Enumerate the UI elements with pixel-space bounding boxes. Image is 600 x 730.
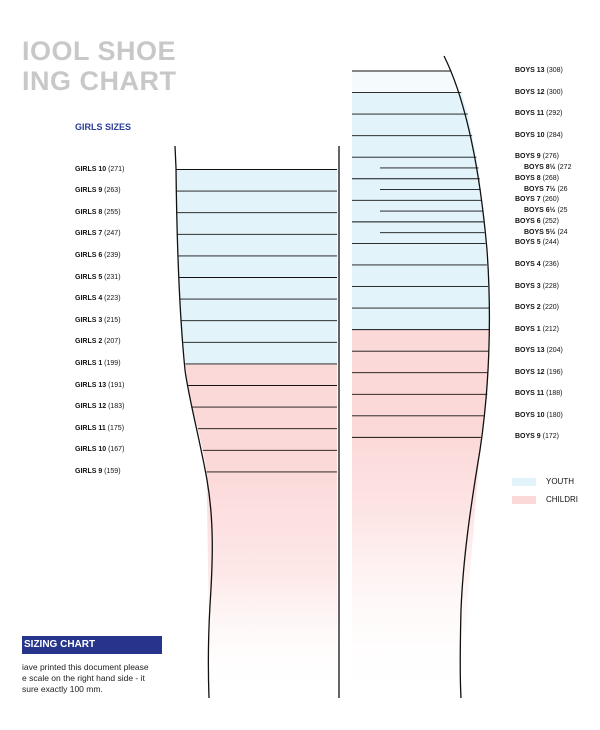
size-name: GIRLS 9 [75,467,103,475]
size-name: GIRLS 3 [75,316,103,324]
girls-size-band [203,450,337,472]
boys-size-band [352,243,487,265]
size-name: BOYS 11 [515,390,545,398]
size-name: GIRLS 5 [75,273,103,281]
boys-size-band [352,136,476,158]
girls-size-label [75,467,121,476]
girls-size-band [176,170,337,192]
girls-size-band [178,256,337,278]
size-name: BOYS 13 [515,67,545,74]
boys-half-size-label [524,206,568,215]
boys-half-size-label [524,185,568,194]
size-name: BOYS 3 [515,282,541,290]
boys-size-band [352,93,468,115]
size-name: GIRLS 1 [75,359,103,367]
size-mm: (223) [102,295,121,303]
size-name: BOYS 9 [515,153,541,161]
girls-size-band [188,386,337,408]
size-name: BOYS 1 [515,325,541,333]
boys-size-label [515,174,559,183]
boys-size-band [352,351,489,373]
size-name: BOYS 2 [515,304,541,312]
boys-half-size-label [524,228,568,237]
girls-size-label [75,273,121,282]
sizing-chart-bar: SIZING CHART [22,636,162,654]
boys-size-label [515,432,559,441]
boys-size-label [515,325,559,334]
boys-size-band [352,330,490,352]
size-name: GIRLS 10 [75,165,107,173]
size-name: BOYS 10 [515,411,545,419]
size-name: BOYS 12 [515,368,545,376]
size-name: BOYS 11 [515,110,545,118]
boys-size-label [515,88,563,97]
girls-size-band [183,342,337,364]
size-mm: (236) [540,260,559,268]
size-mm: (26 [555,185,568,193]
size-mm: (272 [555,163,572,171]
girls-size-label [75,294,121,303]
girls-children-fade [207,472,337,698]
size-mm: (204) [544,347,563,355]
boys-size-band [352,114,472,136]
girls-size-label [75,424,124,433]
size-name: BOYS 12 [515,88,545,96]
size-name: BOYS 6½ [524,207,556,215]
boys-size-label [515,282,559,291]
print-note-line-3: sure exactly 100 mm. [22,684,103,694]
size-name: BOYS 7½ [524,185,556,193]
boys-half-size-label [524,163,571,172]
size-band-fills [176,71,489,698]
boys-size-label [515,217,559,226]
size-name: GIRLS 9 [75,187,103,195]
boys-size-band [352,394,487,416]
size-name: GIRLS 10 [75,446,107,454]
size-name: BOYS 6 [515,217,541,225]
size-mm: (260) [540,196,559,204]
size-name: GIRLS 8 [75,208,103,216]
girls-size-band [181,321,337,343]
size-mm: (247) [102,230,121,238]
boys-size-label [515,238,559,247]
size-mm: (228) [540,282,559,290]
boys-size-band [352,308,490,330]
size-mm: (24 [555,228,568,236]
size-name: GIRLS 11 [75,424,106,432]
size-mm: (252) [540,217,559,225]
size-mm: (172) [540,433,559,441]
size-mm: (220) [540,304,559,312]
girls-size-label [75,316,121,325]
size-mm: (244) [540,239,559,247]
size-mm: (271) [106,165,125,173]
size-mm: (191) [106,381,125,389]
boys-size-label [515,389,562,398]
boys-children-fade [352,437,481,698]
girls-size-label [75,359,121,368]
boys-size-label [515,109,562,118]
size-mm: (175) [105,424,125,432]
boys-size-label [515,346,563,355]
size-mm: (276) [540,153,559,161]
boys-size-band [352,373,488,395]
size-mm: (180) [544,411,563,419]
size-mm: (268) [540,174,559,182]
size-mm: (159) [102,467,121,475]
size-mm: (207) [102,338,121,346]
legend-children-swatch [512,496,536,504]
boys-size-label [515,66,563,75]
legend-youth-swatch [512,478,536,486]
size-mm: (183) [106,403,125,411]
boys-size-band [352,265,488,287]
print-note-line-1: iave printed this document please [22,662,149,672]
girls-size-label [75,381,124,390]
size-mm: (239) [102,251,121,259]
size-name: GIRLS 12 [75,403,107,411]
boys-size-band [352,71,461,93]
size-name: BOYS 4 [515,260,541,268]
size-mm: (167) [106,446,125,454]
boys-size-band [352,416,484,438]
girls-size-band [179,278,337,300]
girls-size-band [185,364,337,386]
boys-size-label [515,368,563,377]
size-mm: (308) [544,67,563,74]
size-mm: (215) [102,316,121,324]
girls-size-label [75,251,121,260]
size-mm: (263) [102,187,121,195]
girls-size-label [75,208,121,217]
girls-size-label [75,402,124,411]
girls-size-band [177,213,337,235]
page-title-line-2: ING CHART [22,66,177,96]
legend-youth-label: YOUTH [546,477,574,486]
girls-size-label [75,229,121,238]
size-mm: (25 [555,207,568,215]
size-mm: (300) [544,88,563,96]
size-mm: (284) [544,131,563,139]
boys-size-label [515,411,563,420]
size-mm: (255) [102,208,121,216]
girls-sizes-heading: GIRLS SIZES [75,122,132,132]
size-name: BOYS 13 [515,347,545,355]
size-name: BOYS 5½ [524,228,556,236]
size-name: BOYS 9 [515,433,541,441]
girls-size-band [198,429,337,451]
size-name: BOYS 8 [515,174,541,182]
girls-size-label [75,165,124,174]
size-mm: (292) [544,110,563,118]
boys-size-label [515,303,559,312]
size-mm: (196) [544,368,563,376]
size-name: BOYS 8½ [524,163,556,171]
size-mm: (188) [544,390,563,398]
size-name: GIRLS 2 [75,338,103,346]
boys-size-label [515,260,559,269]
size-mm: (231) [102,273,121,281]
size-name: GIRLS 7 [75,230,103,238]
page-title-line-1: IOOL SHOE [22,36,177,66]
legend-children-label: CHILDRI [546,495,579,504]
size-name: BOYS 10 [515,131,545,139]
boys-size-label [515,152,559,161]
girls-size-band [192,407,337,429]
size-name: BOYS 7 [515,196,541,204]
print-note-line-2: e scale on the right hand side - it [22,673,145,683]
size-name: GIRLS 13 [75,381,107,389]
boys-size-label [515,131,563,140]
girls-size-label [75,337,121,346]
size-mm: (199) [102,359,121,367]
size-name: GIRLS 6 [75,251,103,259]
size-name: GIRLS 4 [75,295,103,303]
girls-size-label [75,186,121,195]
girls-size-band [178,234,337,256]
girls-size-band [177,191,337,213]
boys-size-band [352,287,489,309]
girls-size-band [180,299,337,321]
size-mm: (212) [540,325,559,333]
size-name: BOYS 5 [515,239,541,247]
boys-size-label [515,195,559,204]
girls-size-label [75,445,124,454]
